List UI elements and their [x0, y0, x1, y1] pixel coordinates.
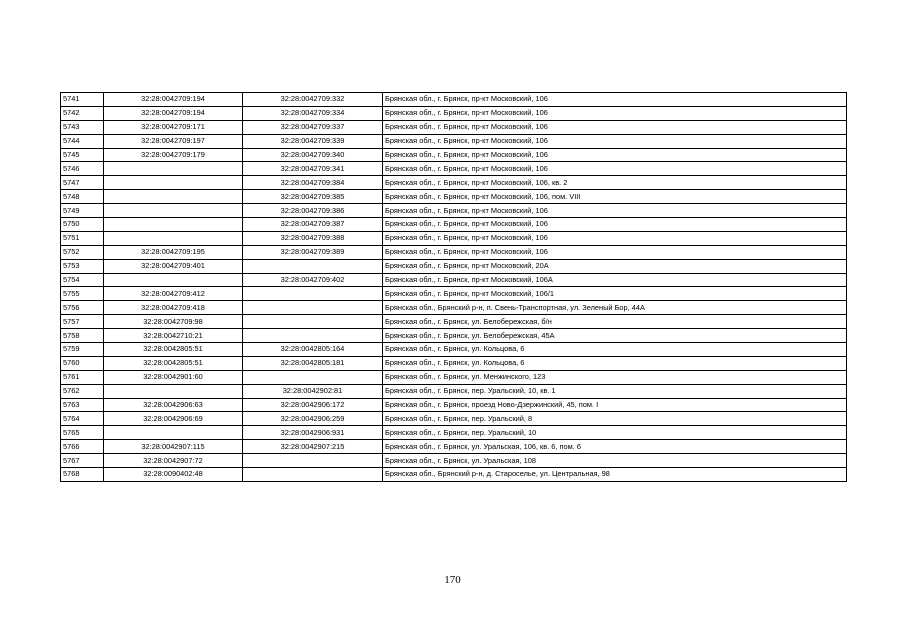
- object-cadastral-number-cell: 32:28:0042709:332: [243, 93, 383, 107]
- cadastral-number-cell: 32:28:0042805:51: [104, 343, 243, 357]
- row-number-cell: 5753: [61, 259, 104, 273]
- cadastral-number-cell: 32:28:0042709:412: [104, 287, 243, 301]
- cadastral-number-cell: 32:28:0042709:418: [104, 301, 243, 315]
- row-number-cell: 5748: [61, 190, 104, 204]
- table-row: [61, 120, 847, 134]
- object-cadastral-number-cell: 32:28:0042709:387: [243, 218, 383, 232]
- object-cadastral-number-cell: 32:28:0042902:81: [243, 384, 383, 398]
- table-row: [61, 204, 847, 218]
- table-row: [61, 426, 847, 440]
- cadastral-table-body: [61, 93, 847, 482]
- cadastral-number-cell: 32:28:0042709:197: [104, 134, 243, 148]
- row-number-cell: 5760: [61, 356, 104, 370]
- address-cell: Брянская обл., г. Брянск, пр-кт Московский, 106: [383, 162, 847, 176]
- table-row: [61, 245, 847, 259]
- table-row: [61, 329, 847, 343]
- object-cadastral-number-cell: 32:28:0042709:337: [243, 120, 383, 134]
- object-cadastral-number-cell: 32:28:0042906:931: [243, 426, 383, 440]
- row-number-cell: 5765: [61, 426, 104, 440]
- cadastral-number-cell: [104, 176, 243, 190]
- row-number-cell: 5752: [61, 245, 104, 259]
- address-cell: Брянская обл., г. Брянск, ул. Уральская, 108: [383, 454, 847, 468]
- table-row: [61, 440, 847, 454]
- cadastral-number-cell: 32:28:0042709:179: [104, 148, 243, 162]
- row-number-cell: 5747: [61, 176, 104, 190]
- object-cadastral-number-cell: 32:28:0042805:164: [243, 343, 383, 357]
- address-cell: Брянская обл., г. Брянск, пр-кт Московский, 106А: [383, 273, 847, 287]
- object-cadastral-number-cell: [243, 315, 383, 329]
- row-number-cell: 5756: [61, 301, 104, 315]
- table-row: [61, 398, 847, 412]
- row-number-cell: 5766: [61, 440, 104, 454]
- table-row: [61, 370, 847, 384]
- object-cadastral-number-cell: 32:28:0042709:385: [243, 190, 383, 204]
- cadastral-number-cell: 32:28:0042709:195: [104, 245, 243, 259]
- row-number-cell: 5751: [61, 231, 104, 245]
- cadastral-table: [60, 92, 847, 482]
- object-cadastral-number-cell: [243, 301, 383, 315]
- address-cell: Брянская обл., г. Брянск, пр-кт Московский, 106: [383, 134, 847, 148]
- row-number-cell: 5749: [61, 204, 104, 218]
- object-cadastral-number-cell: [243, 370, 383, 384]
- object-cadastral-number-cell: 32:28:0042709:388: [243, 231, 383, 245]
- cadastral-number-cell: 32:28:0042906:69: [104, 412, 243, 426]
- page-number: 170: [444, 574, 461, 586]
- object-cadastral-number-cell: 32:28:0042709:384: [243, 176, 383, 190]
- cadastral-number-cell: [104, 218, 243, 232]
- cadastral-number-cell: 32:28:0042805:51: [104, 356, 243, 370]
- table-row: [61, 93, 847, 107]
- row-number-cell: 5754: [61, 273, 104, 287]
- address-cell: Брянская обл., г. Брянск, пр-кт Московский, 106, пом. VIII: [383, 190, 847, 204]
- address-cell: Брянская обл., г. Брянск, ул. Менжинского, 123: [383, 370, 847, 384]
- table-row: [61, 106, 847, 120]
- address-cell: Брянская обл., г. Брянск, пер. Уральский, 8: [383, 412, 847, 426]
- object-cadastral-number-cell: [243, 454, 383, 468]
- address-cell: Брянская обл., г. Брянск, пр-кт Московский, 106: [383, 245, 847, 259]
- object-cadastral-number-cell: 32:28:0042906:172: [243, 398, 383, 412]
- object-cadastral-number-cell: 32:28:0042805:181: [243, 356, 383, 370]
- table-row: [61, 190, 847, 204]
- cadastral-number-cell: 32:28:0042709:401: [104, 259, 243, 273]
- address-cell: Брянская обл., г. Брянск, проезд Ново-Дзержинский, 45, пом. I: [383, 398, 847, 412]
- cadastral-number-cell: 32:28:0042709:98: [104, 315, 243, 329]
- row-number-cell: 5768: [61, 468, 104, 482]
- table-row: [61, 301, 847, 315]
- address-cell: Брянская обл., г. Брянск, ул. Кольцова, 6: [383, 356, 847, 370]
- address-cell: Брянская обл., г. Брянск, ул. Кольцова, 6: [383, 343, 847, 357]
- cadastral-number-cell: 32:28:0042907:72: [104, 454, 243, 468]
- address-cell: Брянская обл., г. Брянск, пр-кт Московский, 106, кв. 2: [383, 176, 847, 190]
- address-cell: Брянская обл., г. Брянск, пр-кт Московский, 106: [383, 204, 847, 218]
- table-row: [61, 134, 847, 148]
- cadastral-number-cell: 32:28:0042709:194: [104, 106, 243, 120]
- address-cell: Брянская обл., г. Брянск, пер. Уральский, 10: [383, 426, 847, 440]
- address-cell: Брянская обл., Брянский р-н, д. Староселье, ул. Центральная, 98: [383, 468, 847, 482]
- table-row: [61, 356, 847, 370]
- address-cell: Брянская обл., г. Брянск, ул. Уральская, 106, кв. 6, пом. 6: [383, 440, 847, 454]
- table-row: [61, 343, 847, 357]
- cadastral-number-cell: [104, 384, 243, 398]
- address-cell: Брянская обл., г. Брянск, пр-кт Московский, 106: [383, 148, 847, 162]
- object-cadastral-number-cell: 32:28:0042709:386: [243, 204, 383, 218]
- row-number-cell: 5741: [61, 93, 104, 107]
- table-row: [61, 412, 847, 426]
- row-number-cell: 5743: [61, 120, 104, 134]
- object-cadastral-number-cell: [243, 287, 383, 301]
- object-cadastral-number-cell: [243, 468, 383, 482]
- address-cell: Брянская обл., г. Брянск, ул. Белобережская, б/н: [383, 315, 847, 329]
- table-row: [61, 315, 847, 329]
- table-row: [61, 148, 847, 162]
- cadastral-number-cell: [104, 426, 243, 440]
- row-number-cell: 5762: [61, 384, 104, 398]
- table-row: [61, 287, 847, 301]
- row-number-cell: 5744: [61, 134, 104, 148]
- cadastral-number-cell: 32:28:0042710:21: [104, 329, 243, 343]
- object-cadastral-number-cell: [243, 329, 383, 343]
- object-cadastral-number-cell: 32:28:0042907:215: [243, 440, 383, 454]
- row-number-cell: 5757: [61, 315, 104, 329]
- object-cadastral-number-cell: 32:28:0042709:389: [243, 245, 383, 259]
- table-row: [61, 384, 847, 398]
- cadastral-number-cell: 32:28:0042709:194: [104, 93, 243, 107]
- address-cell: Брянская обл., г. Брянск, пр-кт Московский, 106: [383, 106, 847, 120]
- cadastral-number-cell: [104, 204, 243, 218]
- cadastral-number-cell: 32:28:0042906:63: [104, 398, 243, 412]
- row-number-cell: 5767: [61, 454, 104, 468]
- cadastral-number-cell: [104, 162, 243, 176]
- object-cadastral-number-cell: 32:28:0042709:334: [243, 106, 383, 120]
- address-cell: Брянская обл., г. Брянск, пр-кт Московский, 106/1: [383, 287, 847, 301]
- row-number-cell: 5746: [61, 162, 104, 176]
- table-row: [61, 162, 847, 176]
- table-row: [61, 273, 847, 287]
- row-number-cell: 5755: [61, 287, 104, 301]
- cadastral-number-cell: 32:28:0042907:115: [104, 440, 243, 454]
- row-number-cell: 5764: [61, 412, 104, 426]
- address-cell: Брянская обл., Брянский р-н, п. Свень-Транспортная, ул. Зеленый Бор, 44А: [383, 301, 847, 315]
- row-number-cell: 5759: [61, 343, 104, 357]
- address-cell: Брянская обл., г. Брянск, пр-кт Московский, 106: [383, 120, 847, 134]
- object-cadastral-number-cell: 32:28:0042709:339: [243, 134, 383, 148]
- object-cadastral-number-cell: 32:28:0042709:341: [243, 162, 383, 176]
- cadastral-number-cell: 32:28:0042901:60: [104, 370, 243, 384]
- cadastral-number-cell: 32:28:0090402:48: [104, 468, 243, 482]
- address-cell: Брянская обл., г. Брянск, пер. Уральский, 10, кв. 1: [383, 384, 847, 398]
- table-row: [61, 231, 847, 245]
- row-number-cell: 5745: [61, 148, 104, 162]
- table-row: [61, 176, 847, 190]
- row-number-cell: 5761: [61, 370, 104, 384]
- table-row: [61, 468, 847, 482]
- address-cell: Брянская обл., г. Брянск, пр-кт Московский, 20А: [383, 259, 847, 273]
- object-cadastral-number-cell: [243, 259, 383, 273]
- cadastral-number-cell: 32:28:0042709:171: [104, 120, 243, 134]
- row-number-cell: 5750: [61, 218, 104, 232]
- row-number-cell: 5758: [61, 329, 104, 343]
- row-number-cell: 5742: [61, 106, 104, 120]
- table-row: [61, 218, 847, 232]
- object-cadastral-number-cell: 32:28:0042709:402: [243, 273, 383, 287]
- address-cell: Брянская обл., г. Брянск, ул. Белобережская, 45А: [383, 329, 847, 343]
- table-row: [61, 259, 847, 273]
- table-row: [61, 454, 847, 468]
- row-number-cell: 5763: [61, 398, 104, 412]
- cadastral-number-cell: [104, 190, 243, 204]
- address-cell: Брянская обл., г. Брянск, пр-кт Московский, 106: [383, 93, 847, 107]
- object-cadastral-number-cell: 32:28:0042709:340: [243, 148, 383, 162]
- cadastral-number-cell: [104, 273, 243, 287]
- object-cadastral-number-cell: 32:28:0042906:259: [243, 412, 383, 426]
- cadastral-number-cell: [104, 231, 243, 245]
- address-cell: Брянская обл., г. Брянск, пр-кт Московский, 106: [383, 231, 847, 245]
- address-cell: Брянская обл., г. Брянск, пр-кт Московский, 106: [383, 218, 847, 232]
